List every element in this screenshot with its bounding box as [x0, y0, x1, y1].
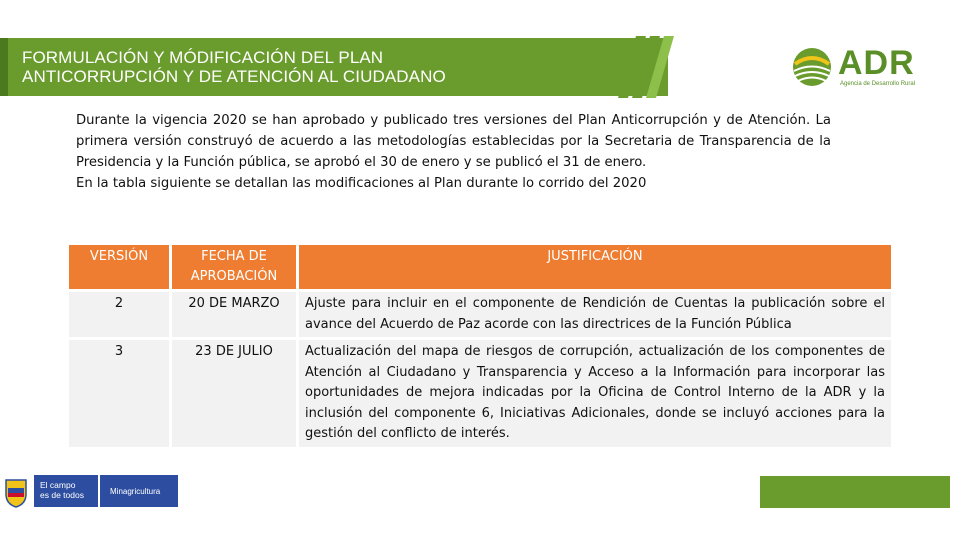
cell-date: 23 DE JULIO — [172, 340, 296, 447]
title-line-1: FORMULACIÓN Y MÓDIFICACIÓN DEL PLAN — [22, 48, 384, 67]
cell-version: 3 — [69, 340, 169, 447]
adr-logo-text: ADR — [838, 44, 915, 82]
table-row — [69, 292, 891, 337]
intro-paragraph-1: Durante la vigencia 2020 se han aprobado y publicado tres versiones del Plan Anticorrupción y de Atención. La primera versión construyó de acuerdo a las metodologías establecidas por la Secretaria de Transparencia de la Presidencia y la Función pública, se aprobó el 30 de enero y se publicó el 31 de enero. — [76, 113, 831, 170]
title-line-2: ANTICORRUPCIÓN Y DE ATENCIÓN AL CIUDADANO — [22, 67, 446, 86]
modifications-table — [66, 242, 894, 450]
footer-bar — [760, 476, 950, 508]
cell-justification: Ajuste para incluir en el componente de Rendición de Cuentas la publicación sobre el avance del Acuerdo de Paz acorde con las directrices de la Función Pública — [299, 292, 891, 337]
decorative-stripes-icon — [618, 36, 678, 98]
header-version: VERSIÓN — [69, 245, 169, 289]
cell-version: 2 — [69, 292, 169, 337]
table-header-row — [69, 245, 891, 289]
header-date: FECHA DE APROBACIÓN — [172, 245, 296, 289]
intro-paragraph-2: En la tabla siguiente se detallan las modificaciones al Plan durante lo corrido del 2020 — [76, 176, 647, 191]
intro-text — [76, 110, 831, 194]
ministry-logo: Minagricultura — [110, 487, 161, 496]
page-title — [22, 48, 622, 86]
cell-date: 20 DE MARZO — [172, 292, 296, 337]
adr-logo-subtext: Agencia de Desarrollo Rural — [840, 81, 916, 87]
campaign-logo — [40, 480, 84, 500]
table-row — [69, 340, 891, 447]
campaign-line-1: El campo — [40, 480, 76, 490]
campaign-line-2: es de todos — [40, 490, 84, 500]
cell-justification: Actualización del mapa de riesgos de corrupción, actualización de los componentes de Atención al Ciudadano y Transparencia y Acceso a la Información para incorporar las oportunidades de mejora indicadas por la Oficina de Control Interno de la ADR y la inclusión del componente 6, Iniciativas Adicionales, donde se incluyó acciones para la gestión del conflicto de interés. — [299, 340, 891, 447]
header-justification: JUSTIFICACIÓN — [299, 245, 891, 289]
colombia-coat-of-arms-icon — [2, 476, 30, 508]
